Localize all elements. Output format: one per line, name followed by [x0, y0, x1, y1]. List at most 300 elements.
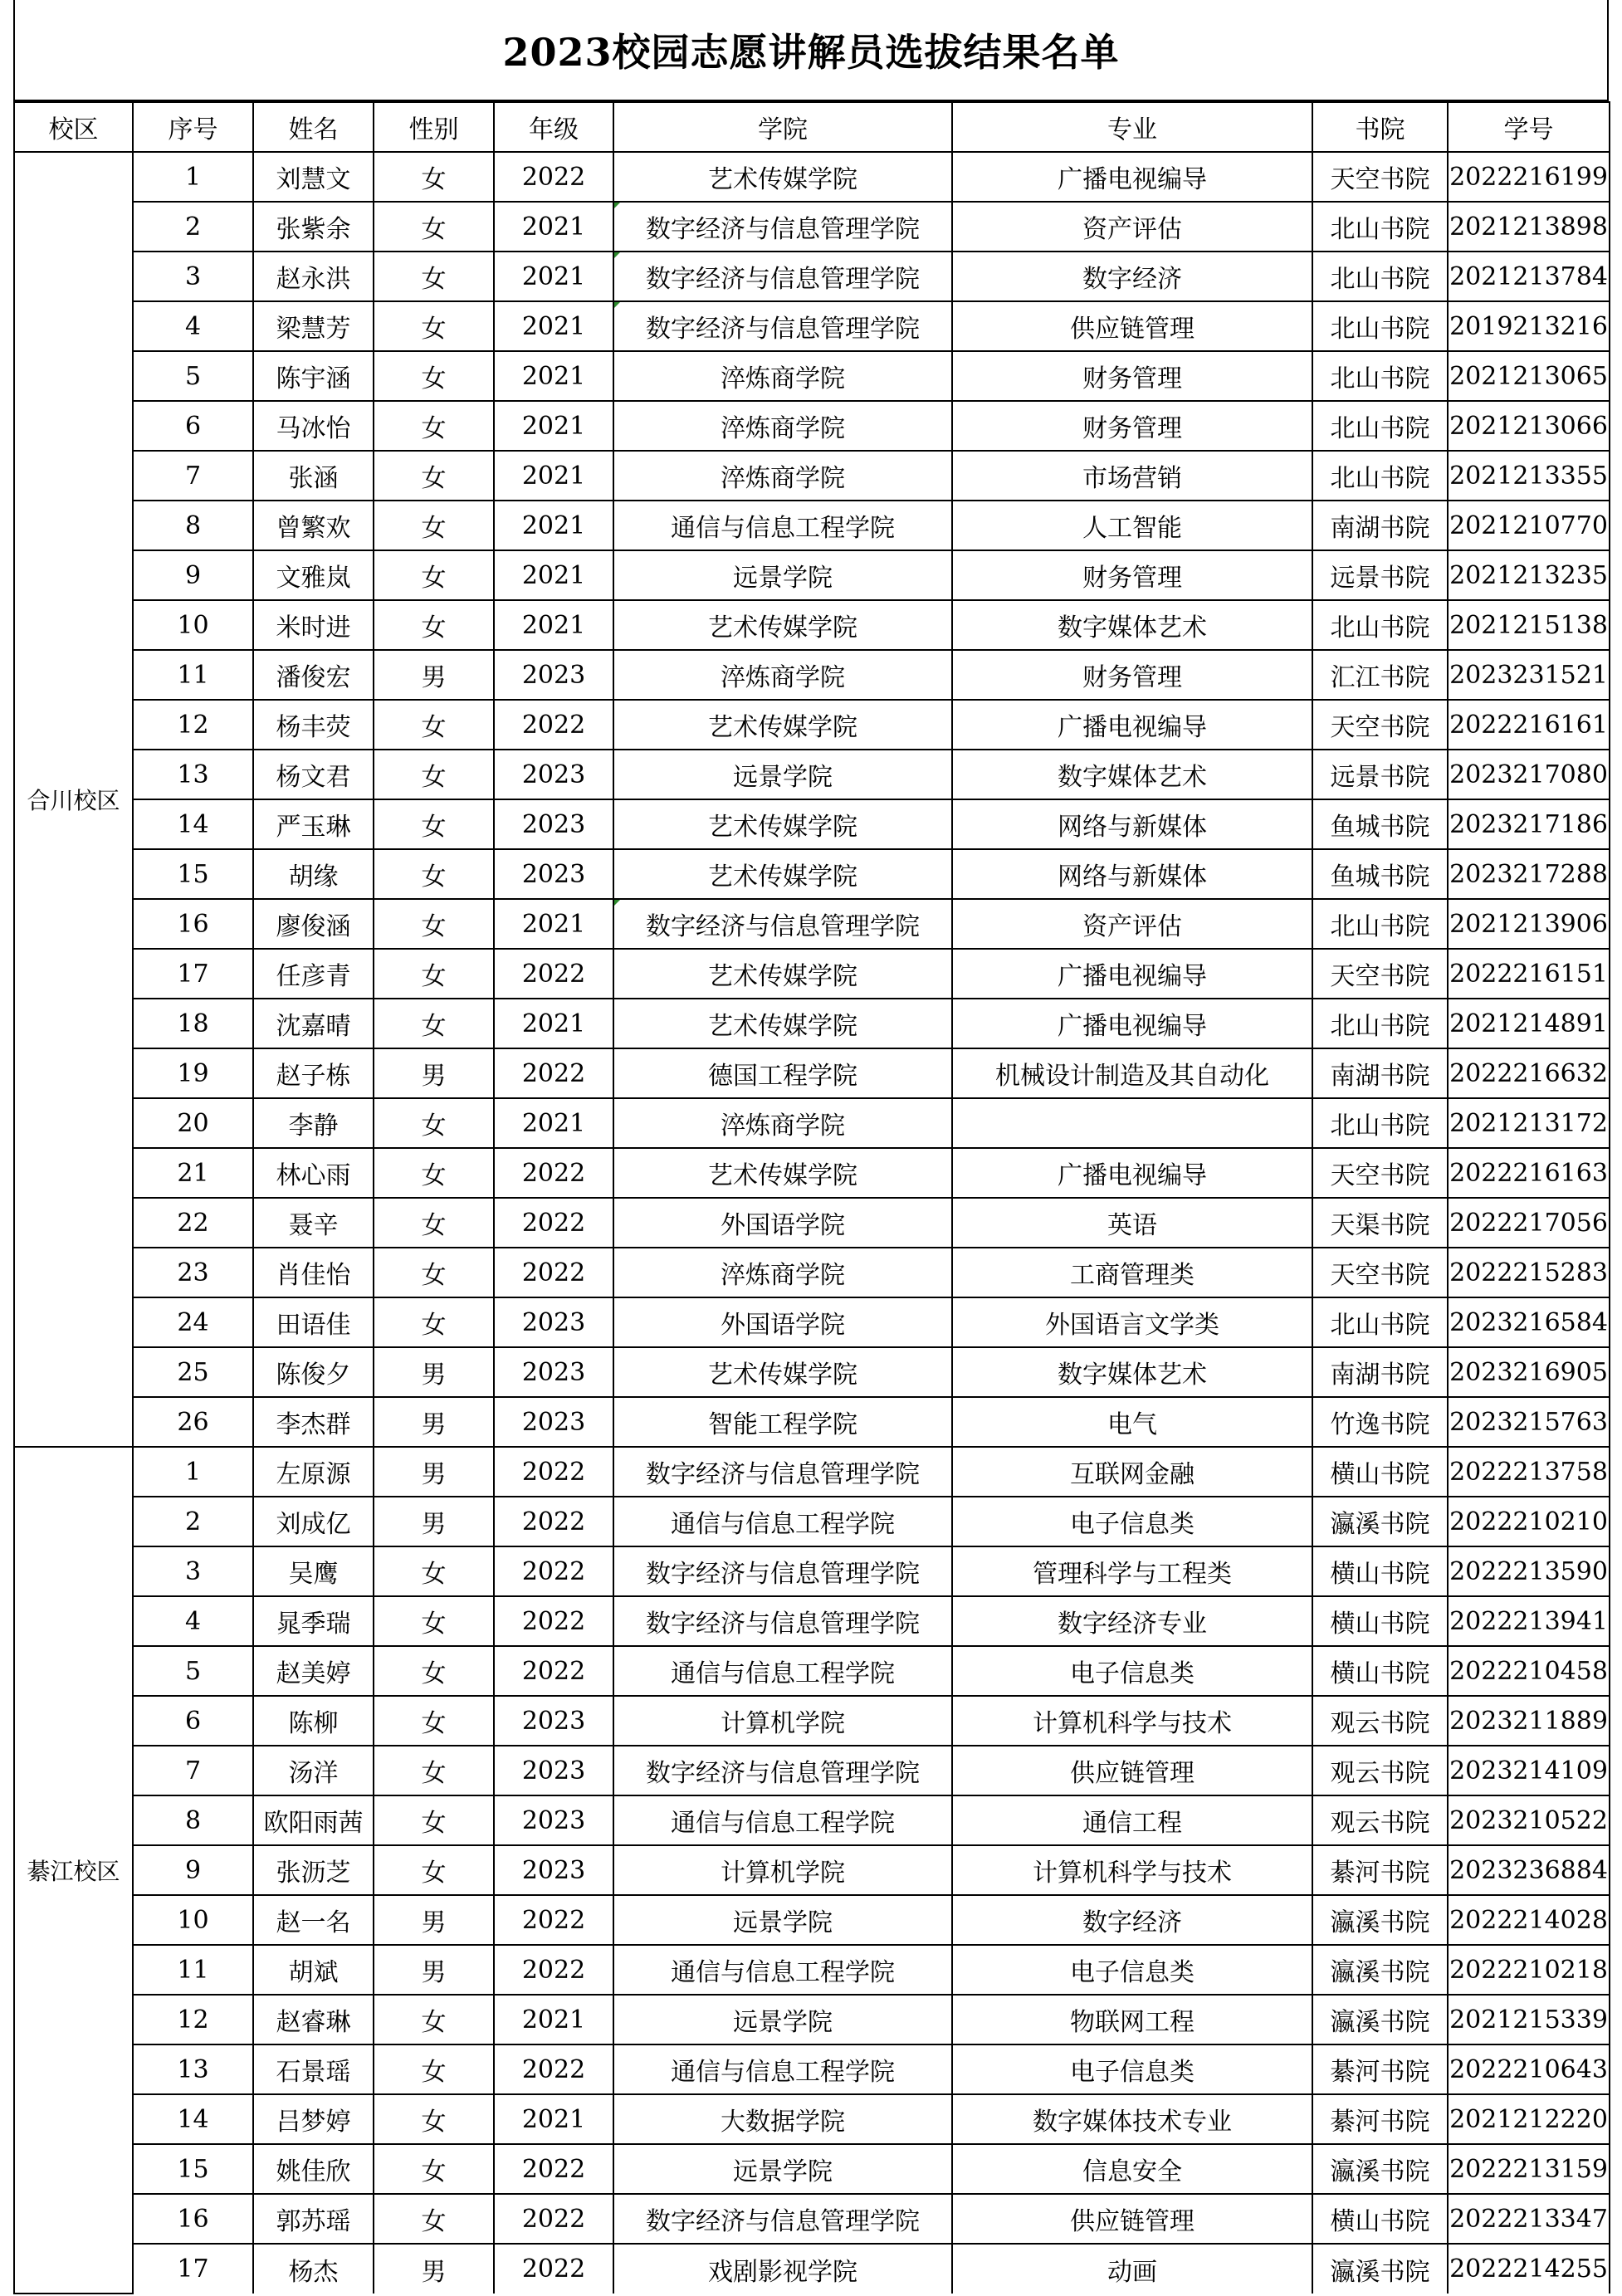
grade-cell: 2021 [494, 252, 613, 301]
index-cell: 7 [133, 1746, 253, 1795]
index-cell: 2 [133, 1497, 253, 1546]
grade-cell: 2023 [494, 1746, 613, 1795]
table-row [14, 1895, 1610, 1945]
academy-cell: 綦河书院 [1312, 2094, 1448, 2144]
major-cell: 机械设计制造及其自动化 [952, 1048, 1312, 1098]
academy-cell: 瀛溪书院 [1312, 2144, 1448, 2194]
name-cell: 杨丰荧 [253, 700, 374, 750]
name-cell: 陈俊夕 [253, 1347, 374, 1397]
academy-cell: 北山书院 [1312, 899, 1448, 949]
student-id-cell: 2021213784 [1448, 252, 1610, 301]
table-row [14, 600, 1610, 650]
name-cell: 梁慧芳 [253, 301, 374, 351]
major-cell: 广播电视编导 [952, 999, 1312, 1048]
index-cell: 16 [133, 2194, 253, 2244]
major-cell: 网络与新媒体 [952, 849, 1312, 899]
student-id-cell: 2022216161 [1448, 700, 1610, 750]
table-row [14, 1696, 1610, 1746]
name-cell: 左原源 [253, 1447, 374, 1497]
major-cell: 电子信息类 [952, 1945, 1312, 1995]
table-row [14, 2244, 1610, 2294]
name-cell: 张紫余 [253, 202, 374, 252]
index-cell: 23 [133, 1248, 253, 1297]
gender-cell: 男 [374, 1048, 494, 1098]
academy-cell: 横山书院 [1312, 2194, 1448, 2244]
gender-cell: 女 [374, 2044, 494, 2094]
name-cell: 胡斌 [253, 1945, 374, 1995]
index-cell: 4 [133, 301, 253, 351]
major-cell: 电子信息类 [952, 1646, 1312, 1696]
name-cell: 肖佳怡 [253, 1248, 374, 1297]
major-cell: 英语 [952, 1198, 1312, 1248]
name-cell: 陈宇涵 [253, 351, 374, 401]
academy-cell: 天空书院 [1312, 700, 1448, 750]
index-cell: 25 [133, 1347, 253, 1397]
grade-cell: 2022 [494, 1546, 613, 1596]
index-cell: 24 [133, 1297, 253, 1347]
gender-cell: 女 [374, 1596, 494, 1646]
index-cell: 18 [133, 999, 253, 1048]
student-id-cell: 2021212220 [1448, 2094, 1610, 2144]
index-cell: 9 [133, 1845, 253, 1895]
index-cell: 8 [133, 501, 253, 550]
student-id-cell: 2023211889 [1448, 1696, 1610, 1746]
academy-cell: 天渠书院 [1312, 1198, 1448, 1248]
table-row [14, 1297, 1610, 1347]
index-cell: 19 [133, 1048, 253, 1098]
academy-cell: 天空书院 [1312, 1248, 1448, 1297]
college-cell: 艺术传媒学院 [613, 799, 952, 849]
table-row [14, 1497, 1610, 1546]
college-cell: 远景学院 [613, 750, 952, 799]
table-row [14, 1795, 1610, 1845]
major-cell: 管理科学与工程类 [952, 1546, 1312, 1596]
major-cell: 数字媒体技术专业 [952, 2094, 1312, 2144]
gender-cell: 女 [374, 799, 494, 849]
grade-cell: 2021 [494, 202, 613, 252]
gender-cell: 女 [374, 2194, 494, 2244]
academy-cell: 瀛溪书院 [1312, 1895, 1448, 1945]
table-row [14, 401, 1610, 451]
college-cell: 外国语学院 [613, 1198, 952, 1248]
gender-cell: 男 [374, 1447, 494, 1497]
table-row [14, 799, 1610, 849]
grade-cell: 2022 [494, 1148, 613, 1198]
name-cell: 李静 [253, 1098, 374, 1148]
campus-cell: 綦江校区 [14, 1447, 133, 2294]
index-cell: 16 [133, 899, 253, 949]
college-cell: 数字经济与信息管理学院 [613, 1746, 952, 1795]
student-id-cell: 2022213590 [1448, 1546, 1610, 1596]
major-cell: 通信工程 [952, 1795, 1312, 1845]
grade-cell: 2021 [494, 1995, 613, 2044]
grade-cell: 2023 [494, 750, 613, 799]
grade-cell: 2022 [494, 1646, 613, 1696]
academy-cell: 北山书院 [1312, 401, 1448, 451]
college-cell: 艺术传媒学院 [613, 949, 952, 999]
table-row [14, 1845, 1610, 1895]
gender-cell: 女 [374, 351, 494, 401]
grade-cell: 2021 [494, 1098, 613, 1148]
results-table [13, 101, 1610, 2294]
table-row [14, 1646, 1610, 1696]
header-college: 学院 [613, 102, 952, 152]
academy-cell: 观云书院 [1312, 1696, 1448, 1746]
gender-cell: 男 [374, 1497, 494, 1546]
grade-cell: 2023 [494, 650, 613, 700]
gender-cell: 女 [374, 700, 494, 750]
college-cell: 淬炼商学院 [613, 401, 952, 451]
major-cell: 广播电视编导 [952, 949, 1312, 999]
academy-cell: 南湖书院 [1312, 501, 1448, 550]
header-row [14, 102, 1610, 152]
student-id-cell: 2022210643 [1448, 2044, 1610, 2094]
results-sheet [13, 0, 1609, 2294]
gender-cell: 女 [374, 401, 494, 451]
grade-cell: 2023 [494, 1297, 613, 1347]
grade-cell: 2022 [494, 1497, 613, 1546]
academy-cell: 綦河书院 [1312, 2044, 1448, 2094]
academy-cell: 南湖书院 [1312, 1048, 1448, 1098]
index-cell: 1 [133, 152, 253, 202]
college-cell: 通信与信息工程学院 [613, 2044, 952, 2094]
page-title: 2023校园志愿讲解员选拔结果名单 [13, 0, 1609, 101]
index-cell: 14 [133, 2094, 253, 2144]
grade-cell: 2022 [494, 2194, 613, 2244]
name-cell: 刘成亿 [253, 1497, 374, 1546]
index-cell: 1 [133, 1447, 253, 1497]
major-cell: 工商管理类 [952, 1248, 1312, 1297]
index-cell: 5 [133, 351, 253, 401]
major-cell: 计算机科学与技术 [952, 1696, 1312, 1746]
table-row [14, 1945, 1610, 1995]
major-cell: 数字媒体艺术 [952, 600, 1312, 650]
gender-cell: 男 [374, 650, 494, 700]
gender-cell: 女 [374, 949, 494, 999]
name-cell: 林心雨 [253, 1148, 374, 1198]
index-cell: 11 [133, 650, 253, 700]
college-cell: 通信与信息工程学院 [613, 1795, 952, 1845]
major-cell: 计算机科学与技术 [952, 1845, 1312, 1895]
campus-cell: 合川校区 [14, 152, 133, 1447]
academy-cell: 天空书院 [1312, 1148, 1448, 1198]
grade-cell: 2023 [494, 1347, 613, 1397]
student-id-cell: 2022214255 [1448, 2244, 1610, 2294]
academy-cell: 鱼城书院 [1312, 849, 1448, 899]
index-cell: 7 [133, 451, 253, 501]
index-cell: 13 [133, 2044, 253, 2094]
major-cell: 财务管理 [952, 351, 1312, 401]
index-cell: 20 [133, 1098, 253, 1148]
index-cell: 17 [133, 2244, 253, 2294]
major-cell: 人工智能 [952, 501, 1312, 550]
academy-cell: 北山书院 [1312, 351, 1448, 401]
grade-cell: 2023 [494, 1795, 613, 1845]
college-cell: 数字经济与信息管理学院 [613, 1546, 952, 1596]
name-cell: 张沥芝 [253, 1845, 374, 1895]
major-cell: 数字经济 [952, 1895, 1312, 1945]
index-cell: 2 [133, 202, 253, 252]
name-cell: 沈嘉晴 [253, 999, 374, 1048]
college-cell: 艺术传媒学院 [613, 1347, 952, 1397]
academy-cell: 北山书院 [1312, 1297, 1448, 1347]
academy-cell: 瀛溪书院 [1312, 1497, 1448, 1546]
name-cell: 马冰怡 [253, 401, 374, 451]
grade-cell: 2021 [494, 301, 613, 351]
index-cell: 8 [133, 1795, 253, 1845]
student-id-cell: 2022215283 [1448, 1248, 1610, 1297]
table-row [14, 1347, 1610, 1397]
header-name: 姓名 [253, 102, 374, 152]
index-cell: 14 [133, 799, 253, 849]
student-id-cell: 2021213906 [1448, 899, 1610, 949]
grade-cell: 2022 [494, 1198, 613, 1248]
academy-cell: 瀛溪书院 [1312, 1995, 1448, 2044]
student-id-cell: 2022216632 [1448, 1048, 1610, 1098]
college-cell: 淬炼商学院 [613, 1248, 952, 1297]
college-cell: 数字经济与信息管理学院 [613, 1596, 952, 1646]
college-cell: 通信与信息工程学院 [613, 1497, 952, 1546]
major-cell: 广播电视编导 [952, 1148, 1312, 1198]
student-id-cell: 2022213347 [1448, 2194, 1610, 2244]
grade-cell: 2023 [494, 799, 613, 849]
gender-cell: 女 [374, 999, 494, 1048]
major-cell: 电子信息类 [952, 2044, 1312, 2094]
table-row [14, 451, 1610, 501]
table-row [14, 2044, 1610, 2094]
table-row [14, 1397, 1610, 1447]
college-cell: 艺术传媒学院 [613, 152, 952, 202]
student-id-cell: 2023231521 [1448, 650, 1610, 700]
gender-cell: 女 [374, 2144, 494, 2194]
name-cell: 吕梦婷 [253, 2094, 374, 2144]
table-row [14, 2194, 1610, 2244]
grade-cell: 2022 [494, 1248, 613, 1297]
name-cell: 田语佳 [253, 1297, 374, 1347]
academy-cell: 竹逸书院 [1312, 1397, 1448, 1447]
name-cell: 石景瑶 [253, 2044, 374, 2094]
table-row [14, 1048, 1610, 1098]
grade-cell: 2021 [494, 351, 613, 401]
student-id-cell: 2023236884 [1448, 1845, 1610, 1895]
college-cell: 艺术传媒学院 [613, 600, 952, 650]
header-major: 专业 [952, 102, 1312, 152]
table-row [14, 1596, 1610, 1646]
major-cell: 数字媒体艺术 [952, 1347, 1312, 1397]
grade-cell: 2022 [494, 2144, 613, 2194]
gender-cell: 女 [374, 501, 494, 550]
college-cell: 远景学院 [613, 1995, 952, 2044]
table-row [14, 750, 1610, 799]
student-id-cell: 2023210522 [1448, 1795, 1610, 1845]
grade-cell: 2022 [494, 1945, 613, 1995]
college-cell: 计算机学院 [613, 1845, 952, 1895]
gender-cell: 女 [374, 1845, 494, 1895]
name-cell: 胡缘 [253, 849, 374, 899]
academy-cell: 横山书院 [1312, 1596, 1448, 1646]
major-cell [952, 1098, 1312, 1148]
academy-cell: 观云书院 [1312, 1795, 1448, 1845]
name-cell: 赵睿琳 [253, 1995, 374, 2044]
table-row [14, 1546, 1610, 1596]
name-cell: 晁季瑞 [253, 1596, 374, 1646]
table-row [14, 351, 1610, 401]
name-cell: 李杰群 [253, 1397, 374, 1447]
name-cell: 陈柳 [253, 1696, 374, 1746]
college-cell: 淬炼商学院 [613, 451, 952, 501]
grade-cell: 2022 [494, 1447, 613, 1497]
grade-cell: 2022 [494, 152, 613, 202]
index-cell: 10 [133, 1895, 253, 1945]
academy-cell: 汇江书院 [1312, 650, 1448, 700]
index-cell: 3 [133, 252, 253, 301]
college-cell: 戏剧影视学院 [613, 2244, 952, 2294]
table-row [14, 550, 1610, 600]
index-cell: 11 [133, 1945, 253, 1995]
college-cell: 数字经济与信息管理学院 [613, 301, 952, 351]
name-cell: 姚佳欣 [253, 2144, 374, 2194]
major-cell: 物联网工程 [952, 1995, 1312, 2044]
name-cell: 赵美婷 [253, 1646, 374, 1696]
gender-cell: 男 [374, 1945, 494, 1995]
table-row [14, 501, 1610, 550]
college-cell: 德国工程学院 [613, 1048, 952, 1098]
name-cell: 文雅岚 [253, 550, 374, 600]
academy-cell: 南湖书院 [1312, 1347, 1448, 1397]
college-cell: 数字经济与信息管理学院 [613, 202, 952, 252]
gender-cell: 女 [374, 1148, 494, 1198]
index-cell: 6 [133, 401, 253, 451]
student-id-cell: 2023216905 [1448, 1347, 1610, 1397]
grade-cell: 2021 [494, 600, 613, 650]
college-cell: 外国语学院 [613, 1297, 952, 1347]
student-id-cell: 2023215763 [1448, 1397, 1610, 1447]
header-grade: 年级 [494, 102, 613, 152]
grade-cell: 2022 [494, 1048, 613, 1098]
student-id-cell: 2021215339 [1448, 1995, 1610, 2044]
name-cell: 廖俊涵 [253, 899, 374, 949]
student-id-cell: 2022210210 [1448, 1497, 1610, 1546]
academy-cell: 横山书院 [1312, 1546, 1448, 1596]
grade-cell: 2023 [494, 1845, 613, 1895]
major-cell: 财务管理 [952, 401, 1312, 451]
header-academy: 书院 [1312, 102, 1448, 152]
gender-cell: 女 [374, 301, 494, 351]
student-id-cell: 2023217080 [1448, 750, 1610, 799]
index-cell: 26 [133, 1397, 253, 1447]
academy-cell: 观云书院 [1312, 1746, 1448, 1795]
major-cell: 网络与新媒体 [952, 799, 1312, 849]
college-cell: 数字经济与信息管理学院 [613, 1447, 952, 1497]
gender-cell: 女 [374, 1546, 494, 1596]
table-row [14, 2094, 1610, 2144]
grade-cell: 2021 [494, 550, 613, 600]
index-cell: 5 [133, 1646, 253, 1696]
table-row [14, 152, 1610, 202]
college-cell: 大数据学院 [613, 2094, 952, 2144]
college-cell: 数字经济与信息管理学院 [613, 899, 952, 949]
gender-cell: 女 [374, 1696, 494, 1746]
student-id-cell: 2022214028 [1448, 1895, 1610, 1945]
gender-cell: 女 [374, 750, 494, 799]
grade-cell: 2023 [494, 1696, 613, 1746]
student-id-cell: 2021213898 [1448, 202, 1610, 252]
academy-cell: 瀛溪书院 [1312, 1945, 1448, 1995]
student-id-cell: 2021213355 [1448, 451, 1610, 501]
gender-cell: 女 [374, 202, 494, 252]
major-cell: 互联网金融 [952, 1447, 1312, 1497]
major-cell: 供应链管理 [952, 301, 1312, 351]
student-id-cell: 2022216199 [1448, 152, 1610, 202]
index-cell: 6 [133, 1696, 253, 1746]
header-index: 序号 [133, 102, 253, 152]
name-cell: 汤洋 [253, 1746, 374, 1795]
college-cell: 艺术传媒学院 [613, 700, 952, 750]
name-cell: 赵一名 [253, 1895, 374, 1945]
major-cell: 财务管理 [952, 650, 1312, 700]
college-cell: 淬炼商学院 [613, 1098, 952, 1148]
student-id-cell: 2023214109 [1448, 1746, 1610, 1795]
college-cell: 艺术传媒学院 [613, 1148, 952, 1198]
academy-cell: 北山书院 [1312, 301, 1448, 351]
table-row [14, 1148, 1610, 1198]
index-cell: 10 [133, 600, 253, 650]
major-cell: 供应链管理 [952, 1746, 1312, 1795]
name-cell: 米时进 [253, 600, 374, 650]
academy-cell: 北山书院 [1312, 451, 1448, 501]
major-cell: 信息安全 [952, 2144, 1312, 2194]
name-cell: 赵子栋 [253, 1048, 374, 1098]
academy-cell: 天空书院 [1312, 949, 1448, 999]
index-cell: 17 [133, 949, 253, 999]
name-cell: 郭苏瑶 [253, 2194, 374, 2244]
gender-cell: 女 [374, 1248, 494, 1297]
name-cell: 潘俊宏 [253, 650, 374, 700]
grade-cell: 2021 [494, 899, 613, 949]
college-cell: 智能工程学院 [613, 1397, 952, 1447]
major-cell: 电气 [952, 1397, 1312, 1447]
college-cell: 远景学院 [613, 1895, 952, 1945]
student-id-cell: 2023217186 [1448, 799, 1610, 849]
gender-cell: 男 [374, 1895, 494, 1945]
major-cell: 动画 [952, 2244, 1312, 2294]
table-row [14, 650, 1610, 700]
academy-cell: 北山书院 [1312, 999, 1448, 1048]
major-cell: 数字经济 [952, 252, 1312, 301]
gender-cell: 女 [374, 1746, 494, 1795]
gender-cell: 女 [374, 1098, 494, 1148]
academy-cell: 北山书院 [1312, 202, 1448, 252]
student-id-cell: 2019213216 [1448, 301, 1610, 351]
grade-cell: 2023 [494, 849, 613, 899]
index-cell: 15 [133, 849, 253, 899]
major-cell: 数字媒体艺术 [952, 750, 1312, 799]
table-row [14, 252, 1610, 301]
header-gender: 性别 [374, 102, 494, 152]
table-row [14, 1198, 1610, 1248]
major-cell: 供应链管理 [952, 2194, 1312, 2244]
student-id-cell: 2021213172 [1448, 1098, 1610, 1148]
student-id-cell: 2022210218 [1448, 1945, 1610, 1995]
gender-cell: 女 [374, 849, 494, 899]
academy-cell: 远景书院 [1312, 750, 1448, 799]
major-cell: 数字经济专业 [952, 1596, 1312, 1646]
major-cell: 广播电视编导 [952, 152, 1312, 202]
grade-cell: 2021 [494, 401, 613, 451]
gender-cell: 女 [374, 550, 494, 600]
name-cell: 任彦青 [253, 949, 374, 999]
grade-cell: 2021 [494, 451, 613, 501]
